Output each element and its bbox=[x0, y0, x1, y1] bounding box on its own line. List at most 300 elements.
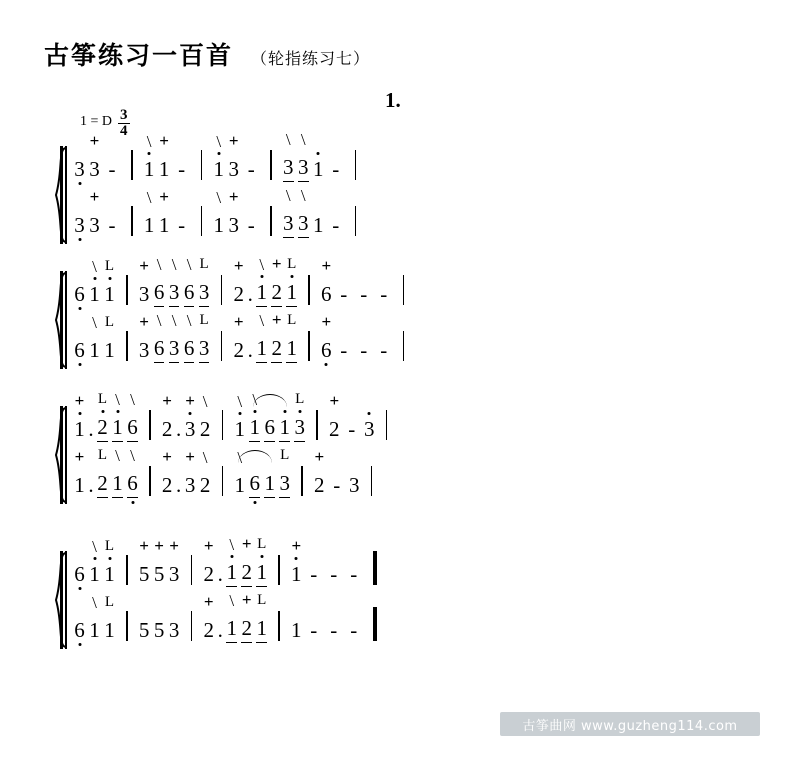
hold-dash: - bbox=[360, 338, 368, 362]
note-number: 1 bbox=[286, 335, 297, 363]
note bbox=[201, 592, 216, 643]
note-number: 3 bbox=[169, 279, 180, 307]
hook-mark: L bbox=[97, 391, 108, 407]
note-number: 3 bbox=[89, 213, 100, 237]
note bbox=[167, 617, 182, 643]
slur-mark bbox=[237, 448, 272, 467]
note bbox=[167, 536, 182, 587]
measure bbox=[137, 255, 212, 311]
measure bbox=[72, 131, 122, 186]
note bbox=[87, 313, 102, 363]
note-number: 1 bbox=[143, 213, 155, 237]
pluck-mark: \ bbox=[237, 392, 243, 411]
note bbox=[232, 392, 247, 442]
pluck-mark: \ bbox=[115, 446, 120, 465]
tremolo-mark: + bbox=[139, 256, 149, 275]
hook-mark: L bbox=[199, 256, 209, 272]
note-number: 2 bbox=[97, 414, 108, 442]
measure bbox=[327, 391, 377, 446]
note-number: 3 bbox=[89, 157, 100, 181]
tremolo-mark: + bbox=[74, 447, 85, 466]
note-number: 6 bbox=[184, 279, 195, 307]
note-number: 3 bbox=[298, 210, 309, 238]
note bbox=[95, 391, 110, 442]
score-system bbox=[52, 254, 752, 375]
note bbox=[152, 536, 167, 587]
piece-number: 1. bbox=[385, 88, 401, 112]
note bbox=[226, 187, 241, 238]
note-number: 1 bbox=[104, 562, 115, 586]
barline bbox=[316, 410, 318, 440]
pluck-mark: \ bbox=[171, 311, 177, 330]
note bbox=[319, 256, 334, 307]
note bbox=[102, 314, 117, 363]
hook-mark: L bbox=[257, 536, 267, 552]
tremolo-mark: + bbox=[329, 391, 340, 410]
note bbox=[201, 536, 216, 587]
note-number: 1 bbox=[286, 279, 297, 307]
measure bbox=[72, 593, 117, 647]
hold-dash: - bbox=[330, 618, 338, 642]
note bbox=[269, 310, 284, 363]
score-system bbox=[52, 390, 752, 510]
note bbox=[254, 255, 269, 307]
note-number: 1 bbox=[158, 213, 170, 237]
note-number: 1 bbox=[234, 417, 245, 441]
hook-mark: L bbox=[257, 592, 267, 608]
note-number: 3 bbox=[138, 338, 150, 362]
barline bbox=[131, 206, 133, 236]
upper-staff bbox=[72, 534, 752, 591]
hold-dash: - bbox=[332, 213, 340, 237]
measure bbox=[201, 590, 269, 647]
note-number: 1 bbox=[104, 618, 115, 642]
measure bbox=[232, 390, 307, 446]
document-header bbox=[44, 36, 370, 72]
note-number: 3 bbox=[184, 473, 196, 497]
note-number: 3 bbox=[228, 157, 239, 181]
hold-dash: - bbox=[380, 282, 388, 306]
hook-mark: L bbox=[287, 312, 297, 328]
pluck-mark: \ bbox=[202, 392, 208, 411]
note-number: 3 bbox=[184, 417, 196, 441]
note-number: 2 bbox=[329, 417, 340, 441]
note bbox=[239, 534, 254, 587]
note-number: 3 bbox=[283, 210, 294, 238]
note bbox=[142, 132, 157, 182]
barline bbox=[149, 466, 151, 496]
note bbox=[197, 256, 212, 307]
final-barline bbox=[373, 607, 377, 641]
note-number: 2 bbox=[271, 335, 282, 363]
note-number: 1 bbox=[89, 618, 100, 642]
note-number: 1 bbox=[74, 417, 85, 441]
hold-dash: - bbox=[348, 417, 356, 441]
measure bbox=[201, 534, 269, 591]
barline bbox=[222, 410, 224, 440]
time-signature-denominator: 4 bbox=[120, 123, 128, 139]
tremolo-mark: + bbox=[159, 131, 169, 150]
note bbox=[160, 447, 175, 498]
pluck-mark: \ bbox=[156, 255, 162, 274]
note bbox=[277, 447, 292, 498]
note bbox=[269, 254, 284, 307]
measure bbox=[160, 447, 213, 502]
note bbox=[102, 258, 117, 307]
note-number: 6 bbox=[74, 562, 85, 586]
note-number: 1 bbox=[226, 559, 237, 587]
score-system bbox=[52, 534, 752, 655]
note bbox=[72, 156, 87, 182]
note-number: 2 bbox=[271, 279, 282, 307]
augmentation-dot: . bbox=[217, 562, 223, 586]
note-number: 3 bbox=[168, 562, 180, 586]
page-title: 古筝练习一百首 bbox=[44, 41, 234, 70]
tremolo-mark: + bbox=[271, 254, 282, 273]
augmentation-dot: . bbox=[88, 417, 94, 441]
augmentation-dot: . bbox=[247, 282, 253, 306]
note bbox=[137, 536, 152, 587]
pluck-mark: \ bbox=[186, 255, 192, 274]
measure bbox=[137, 601, 182, 647]
pluck-mark: \ bbox=[146, 188, 152, 207]
note bbox=[311, 156, 326, 182]
note bbox=[226, 131, 241, 182]
note bbox=[152, 255, 167, 307]
note bbox=[197, 312, 212, 363]
note-number: 1 bbox=[279, 414, 290, 442]
note-number: 3 bbox=[138, 282, 150, 306]
measure bbox=[289, 536, 364, 591]
note-number: 1 bbox=[112, 470, 123, 498]
augmentation-dot: . bbox=[247, 338, 253, 362]
note bbox=[289, 536, 304, 587]
augmentation-dot: . bbox=[175, 473, 182, 497]
note bbox=[72, 447, 87, 498]
hook-mark: L bbox=[287, 256, 297, 272]
tremolo-mark: + bbox=[162, 391, 172, 410]
hook-mark: L bbox=[280, 447, 290, 463]
score-system bbox=[52, 130, 752, 250]
tremolo-mark: + bbox=[89, 187, 100, 206]
tremolo-mark: + bbox=[185, 447, 195, 466]
note bbox=[72, 391, 87, 442]
pluck-mark: \ bbox=[229, 535, 235, 554]
tremolo-mark: + bbox=[233, 312, 244, 331]
note-number: 6 bbox=[154, 335, 165, 363]
hold-dash: - bbox=[108, 157, 116, 181]
time-signature bbox=[118, 108, 130, 139]
note bbox=[327, 391, 342, 442]
note bbox=[289, 617, 304, 643]
tremolo-mark: + bbox=[228, 131, 239, 150]
measure bbox=[160, 391, 213, 446]
barline bbox=[131, 150, 133, 180]
note-number: 1 bbox=[291, 562, 302, 586]
hook-mark: L bbox=[104, 594, 115, 610]
lower-staff bbox=[72, 446, 752, 502]
note bbox=[296, 186, 311, 238]
note bbox=[102, 538, 117, 587]
tremolo-mark: + bbox=[74, 391, 85, 410]
pluck-mark: \ bbox=[285, 130, 291, 149]
barline bbox=[201, 206, 203, 236]
note bbox=[152, 311, 167, 363]
note bbox=[277, 414, 292, 442]
note bbox=[224, 535, 239, 587]
note-number: 2 bbox=[233, 282, 244, 306]
barline bbox=[308, 331, 310, 361]
pluck-mark: \ bbox=[300, 130, 306, 149]
barline bbox=[301, 466, 303, 496]
barline bbox=[355, 206, 357, 236]
note bbox=[110, 446, 125, 498]
note bbox=[87, 257, 102, 307]
tremolo-mark: + bbox=[154, 536, 164, 555]
hook-mark: L bbox=[104, 314, 115, 330]
note-number: 6 bbox=[74, 338, 85, 362]
note-number: 3 bbox=[349, 473, 360, 497]
note bbox=[72, 281, 87, 307]
note-number: 2 bbox=[97, 470, 108, 498]
note bbox=[362, 416, 377, 442]
measure bbox=[72, 257, 117, 311]
note bbox=[232, 448, 247, 498]
barline bbox=[403, 331, 405, 361]
site-watermark bbox=[500, 712, 760, 736]
tremolo-mark: + bbox=[321, 312, 332, 331]
note-number: 1 bbox=[143, 157, 155, 181]
barline bbox=[270, 150, 272, 180]
note bbox=[198, 392, 213, 442]
pluck-mark: \ bbox=[146, 132, 152, 151]
measure bbox=[211, 187, 261, 242]
note bbox=[262, 414, 277, 442]
note bbox=[224, 591, 239, 643]
note bbox=[137, 617, 152, 643]
barline bbox=[403, 275, 405, 305]
barline bbox=[371, 466, 373, 496]
measure bbox=[72, 537, 117, 591]
hook-mark: L bbox=[199, 312, 209, 328]
note-number: 1 bbox=[256, 335, 267, 363]
tremolo-mark: + bbox=[314, 447, 325, 466]
barline bbox=[386, 410, 388, 440]
note-number: 3 bbox=[199, 335, 210, 363]
note bbox=[284, 312, 299, 363]
slur-mark bbox=[252, 390, 287, 409]
note-number: 1 bbox=[89, 338, 100, 362]
note-number: 3 bbox=[74, 157, 85, 181]
final-barline bbox=[373, 551, 377, 585]
barline bbox=[126, 275, 128, 305]
hold-dash: - bbox=[178, 213, 186, 237]
note-number: 6 bbox=[74, 618, 85, 642]
barline bbox=[191, 611, 193, 641]
tremolo-mark: + bbox=[203, 592, 214, 611]
note bbox=[254, 311, 269, 363]
hold-dash: - bbox=[340, 282, 348, 306]
note bbox=[72, 617, 87, 643]
note-number: 1 bbox=[226, 615, 237, 643]
measure bbox=[231, 254, 299, 311]
note-number: 5 bbox=[153, 562, 165, 586]
pluck-mark: \ bbox=[300, 186, 306, 205]
note bbox=[182, 311, 197, 363]
barline bbox=[126, 331, 128, 361]
tremolo-mark: + bbox=[169, 536, 179, 555]
pluck-mark: \ bbox=[202, 448, 208, 467]
note bbox=[292, 391, 307, 442]
watermark-text: 古筝曲网 www.guzheng114.com bbox=[522, 718, 738, 734]
note-number: 5 bbox=[138, 618, 150, 642]
lower-staff bbox=[72, 310, 752, 367]
hold-dash: - bbox=[340, 338, 348, 362]
note bbox=[137, 256, 152, 307]
note-number: 3 bbox=[74, 213, 85, 237]
note-number: 2 bbox=[161, 417, 173, 441]
note bbox=[72, 212, 87, 238]
note bbox=[167, 255, 182, 307]
hold-dash: - bbox=[333, 473, 341, 497]
note-number: 6 bbox=[74, 282, 85, 306]
hold-dash: - bbox=[330, 562, 338, 586]
note-number: 2 bbox=[199, 417, 211, 441]
hook-mark: L bbox=[104, 538, 115, 554]
measure bbox=[72, 446, 140, 502]
note bbox=[87, 187, 102, 238]
pluck-mark: \ bbox=[92, 593, 97, 612]
barline bbox=[201, 150, 203, 180]
pluck-mark: \ bbox=[156, 311, 162, 330]
tremolo-mark: + bbox=[241, 534, 252, 553]
note bbox=[160, 391, 175, 442]
pluck-mark: \ bbox=[130, 446, 135, 465]
system-brace bbox=[52, 146, 70, 244]
barline bbox=[126, 555, 128, 585]
tremolo-mark: + bbox=[185, 391, 195, 410]
measure bbox=[319, 312, 394, 367]
measure bbox=[319, 256, 394, 311]
note bbox=[198, 448, 213, 498]
note bbox=[296, 130, 311, 182]
barline bbox=[270, 206, 272, 236]
note-number: 3 bbox=[279, 470, 290, 498]
pluck-mark: \ bbox=[237, 448, 243, 467]
hold-dash: - bbox=[360, 282, 368, 306]
note-number: 1 bbox=[264, 470, 275, 498]
measure bbox=[142, 187, 192, 242]
tremolo-mark: + bbox=[139, 536, 149, 555]
note-number: 3 bbox=[364, 417, 375, 441]
tremolo-mark: + bbox=[228, 187, 239, 206]
key-signature: 1 = D bbox=[80, 114, 113, 129]
measure bbox=[281, 186, 346, 242]
note-number: 1 bbox=[104, 282, 115, 306]
note-number: 2 bbox=[203, 562, 214, 586]
barline bbox=[191, 555, 193, 585]
note bbox=[231, 312, 246, 363]
note-number: 6 bbox=[154, 279, 165, 307]
measure bbox=[232, 447, 292, 502]
note-number: 3 bbox=[168, 618, 180, 642]
upper-staff bbox=[72, 254, 752, 311]
measure bbox=[142, 131, 192, 186]
hold-dash: - bbox=[310, 562, 318, 586]
pluck-mark: \ bbox=[171, 255, 177, 274]
measure bbox=[137, 311, 212, 367]
tremolo-mark: + bbox=[162, 447, 172, 466]
note bbox=[142, 188, 157, 238]
system-brace bbox=[52, 271, 70, 369]
note bbox=[211, 132, 226, 182]
note bbox=[254, 536, 269, 587]
note-number: 3 bbox=[169, 335, 180, 363]
pluck-mark: \ bbox=[92, 313, 97, 332]
note bbox=[281, 186, 296, 238]
hold-dash: - bbox=[350, 562, 358, 586]
barline bbox=[278, 555, 280, 585]
note bbox=[183, 391, 198, 442]
note bbox=[137, 312, 152, 363]
note-number: 6 bbox=[264, 414, 275, 442]
measure bbox=[211, 131, 261, 186]
barline bbox=[278, 611, 280, 641]
note bbox=[157, 131, 172, 182]
augmentation-dot: . bbox=[88, 473, 94, 497]
note-number: 1 bbox=[234, 473, 245, 497]
note-number: 3 bbox=[199, 279, 210, 307]
lower-staff bbox=[72, 590, 752, 647]
note bbox=[182, 255, 197, 307]
note-number: 1 bbox=[213, 213, 224, 237]
note-number: 3 bbox=[294, 414, 305, 442]
note-number: 2 bbox=[241, 615, 252, 643]
note-number: 6 bbox=[321, 338, 332, 362]
pluck-mark: \ bbox=[252, 390, 258, 409]
note-number: 1 bbox=[89, 562, 100, 586]
note bbox=[157, 187, 172, 238]
note bbox=[347, 472, 362, 498]
upper-staff bbox=[72, 390, 752, 446]
barline bbox=[308, 275, 310, 305]
note-number: 1 bbox=[249, 414, 260, 442]
tremolo-mark: + bbox=[139, 312, 149, 331]
note-number: 2 bbox=[233, 338, 244, 362]
note-number: 2 bbox=[203, 618, 214, 642]
note-number: 1 bbox=[313, 213, 324, 237]
note-number: 1 bbox=[112, 414, 123, 442]
barline bbox=[221, 331, 223, 361]
note bbox=[231, 256, 246, 307]
note-number: 5 bbox=[138, 562, 150, 586]
page-subtitle: （轮指练习七） bbox=[251, 49, 371, 68]
tremolo-mark: + bbox=[271, 310, 282, 329]
pluck-mark: \ bbox=[186, 311, 192, 330]
pluck-mark: \ bbox=[216, 188, 222, 207]
pluck-mark: \ bbox=[229, 591, 235, 610]
hold-dash: - bbox=[247, 213, 255, 237]
note-number: 3 bbox=[228, 213, 239, 237]
pluck-mark: \ bbox=[259, 311, 265, 330]
note-number: 5 bbox=[153, 618, 165, 642]
note bbox=[281, 130, 296, 182]
barline bbox=[222, 466, 224, 496]
note bbox=[311, 212, 326, 238]
augmentation-dot: . bbox=[175, 417, 182, 441]
note bbox=[247, 390, 262, 442]
hold-dash: - bbox=[178, 157, 186, 181]
